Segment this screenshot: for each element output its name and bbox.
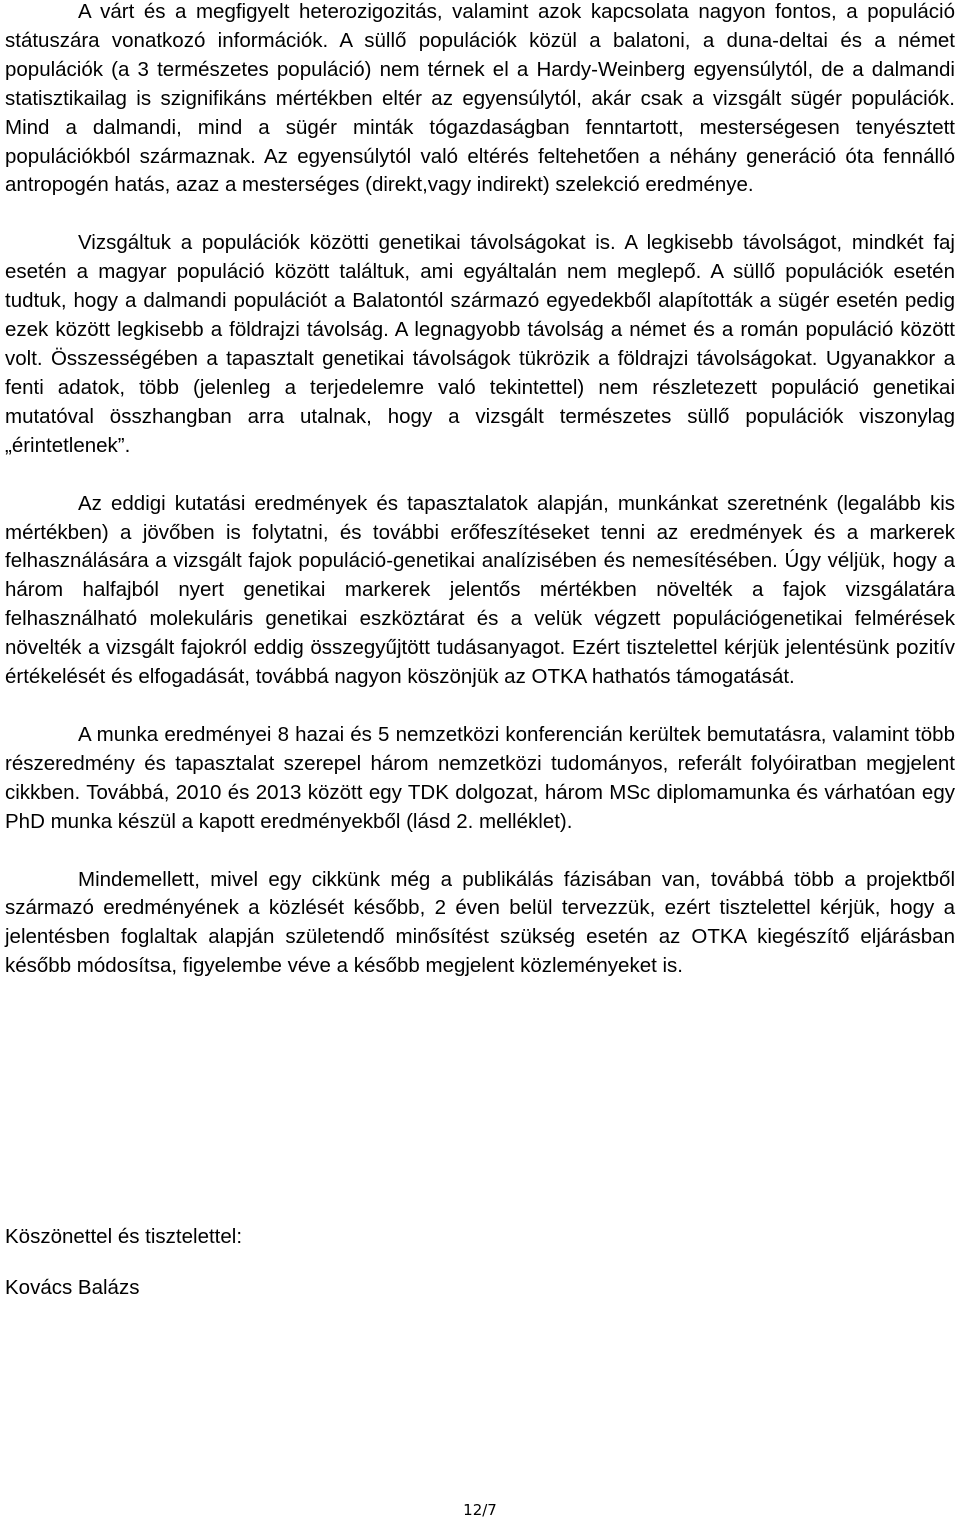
paragraph-genetic-distances: Vizsgáltuk a populációk közötti genetikai távolságokat is. A legkisebb távolságot, mindkét faj esetén a magyar populáció között találtuk, ami egyáltalán nem meglepő. A süllő populációk esetén tudtuk, hogy a dalmandi populációt a Balatontól származó egyedekből alapították a sügér esetén pedig ezek között legkisebb a földrajzi távolság. A legnagyobb távolság a német és a román populáció között volt. Összességében a tapasztalt genetikai távolságok tükrözik a földrajzi távolságokat. Ugyanakkor a fenti adatok, több (jelenleg a terjedelemre való tekintettel) nem részletezett populáció genetikai mutatóval összhangban arra utalnak, hogy a vizsgált természetes süllő populációk viszonylag „érintetlenek”.: [5, 231, 955, 457]
paragraph-conferences: A munka eredményei 8 hazai és 5 nemzetközi konferencián kerültek bemutatásra, valamint több részeredmény és tapasztalat szerepel három nemzetközi tudományos, referált folyóiratban megjelent cikkben. Továbbá, 2010 és 2013 között egy TDK dolgozat, három MSc diplomamunka és várhatóan egy PhD munka készül a kapott eredményekből (lásd 2. melléklet).: [5, 722, 955, 833]
paragraph-future-work: Az eddigi kutatási eredmények és tapasztalatok alapján, munkánkat szeretnénk (legalább kis mértékben) a jövőben is folytatni, és további erőfeszítéseket tenni az eredmények és a markerek felhasználására a vizsgált fajok populáció-genetikai analízisében és nemesítésében. Úgy véljük, hogy a három halfajból nyert genetikai markerek jelentős mértékben növelték a fajok vizsgálatára felhasználható molekuláris genetikai eszköztárat és a velük végzett populációgenetikai felmérések növelték a vizsgált fajokról eddig összegyűjtött tudásanyagot. Ezért tisztelettel kérjük jelentésünk pozitív értékelését és elfogadását, továbbá nagyon köszönjük az OTKA hathatós támogatását.: [5, 491, 955, 689]
paragraph-publication-request: Mindemellett, mivel egy cikkünk még a publikálás fázisában van, továbbá több a projektből származó eredményének a közlését később, 2 éven belül tervezzük, ezért tisztelettel kérjük, hogy a jelentésben foglaltak alapján születendő minősítést szükség esetén az OTKA kiegészítő eljárásban később módosítsa, figyelembe véve a később megjelent közleményeket is.: [5, 867, 955, 978]
closing-greeting: Köszönettel és tisztelettel:: [5, 1225, 243, 1248]
document-body: [5, 0, 955, 981]
page-number: 12/7: [463, 1501, 497, 1519]
paragraph-heterozygosity: A várt és a megfigyelt heterozigozitás, valamint azok kapcsolata nagyon fontos, a populáció státuszára vonatkozó információk. A süllő populációk közül a balatoni, a duna-deltai és a német populációk (a 3 természetes populáció) nem térnek el a Hardy-Weinberg egyensúlytól, de a dalmandi statisztikailag is szignifikáns mértékben eltér az egyensúlytól, akár csak a vizsgált sügér populációk. Mind a dalmandi, mind a sügér minták tógazdaságban fenntartott, mesterségesen tenyésztett populációkból származnak. Az egyensúlytól való eltérés feltehetően a néhány generáció óta fennálló antropogén hatás, azaz a mesterséges (direkt,vagy indirekt) szelekció eredménye.: [5, 0, 955, 197]
signature-name: Kovács Balázs: [5, 1276, 140, 1299]
